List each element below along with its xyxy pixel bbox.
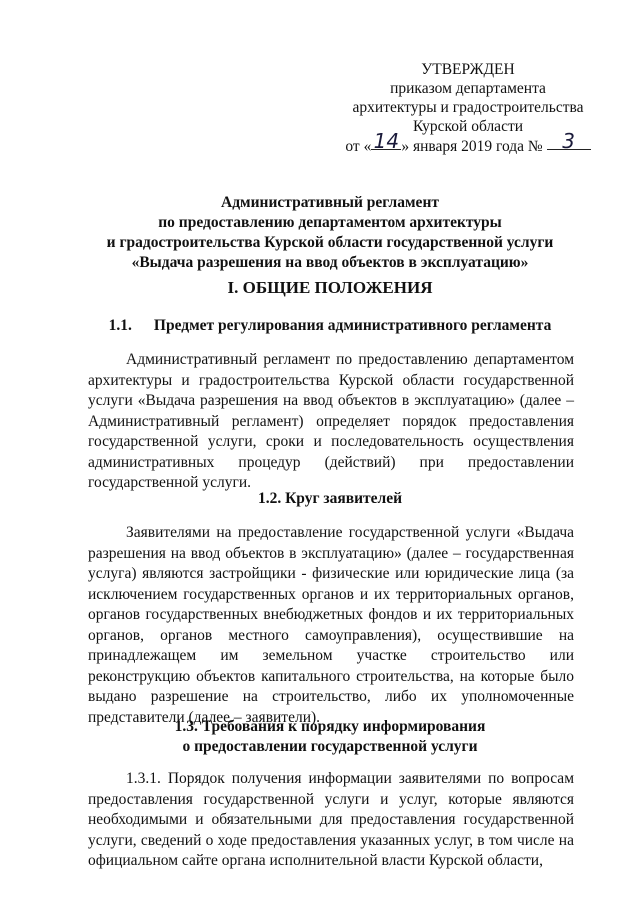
subsection-1-2-paragraph: Заявителями на предоставление государственной услуги «Выдача разрешения на ввод объектов в эксплуатацию» (далее – государственная услуга) являются застройщики - физические или юридические лица (за исключением государственных органов и их территориальных органов, органов государственных внебюджетных фондов и их территориальных органов, органов местного самоуправления), осуществившие на принадлежащем им земельном участке строительство или реконструкцию объектов капитального строительства, на которые было выдано разрешение на строительство, либо их уполномоченные представители (далее – заявители). bbox=[88, 524, 574, 726]
handwritten-day: 14 bbox=[371, 133, 401, 150]
document-title bbox=[40, 193, 620, 273]
title-line-3: и градостроительства Курской области государственной услуги bbox=[106, 234, 554, 251]
handwritten-order-number: 3 bbox=[547, 133, 591, 150]
title-line-4: «Выдача разрешения на ввод объектов в эксплуатацию» bbox=[131, 254, 529, 271]
title-line-2: по предоставлению департаментом архитектуры bbox=[158, 214, 502, 231]
subsection-1-1-paragraph: Административный регламент по предоставлению департаментом архитектуры и градостроительства Курской области государственной услуги «Выдача разрешения на ввод объектов в эксплуатацию» (далее – Административный регламент) определяет порядок предоставления государственной услуги, сроки и последовательность осуществления административных процедур (действий) при предоставлении государственной услуги. bbox=[88, 351, 574, 491]
approval-date-line bbox=[318, 129, 618, 156]
approval-line-3: Курской области bbox=[412, 118, 524, 135]
subsection-1-2-heading: 1.2. Круг заявителей bbox=[257, 490, 403, 507]
subsection-1-1-title: Предмет регулирования административного регламента bbox=[153, 317, 552, 334]
approval-stamp bbox=[318, 60, 618, 156]
subsection-1-3-heading bbox=[40, 717, 620, 757]
date-prefix: от « bbox=[345, 138, 372, 155]
approval-line-2: архитектуры и градостроительства bbox=[352, 99, 584, 116]
subsection-1-1-heading bbox=[40, 316, 620, 336]
subsection-1-3-paragraph: 1.3.1. Порядок получения информации заявителями по вопросам предоставления государственной услуги и услуг, которые являются необходимыми и обязательными для предоставления государственной услуги, сведений о ходе предоставления указанных услуг, в том числе на официальном сайте органа исполнительной власти Курской области, bbox=[88, 770, 574, 869]
subsection-1-1-number: 1.1. bbox=[108, 317, 132, 334]
section-title: I. ОБЩИЕ ПОЛОЖЕНИЯ bbox=[227, 278, 433, 297]
approval-line-1: приказом департамента bbox=[390, 80, 546, 97]
subsection-1-3-title-line-1: 1.3. Требования к порядку информирования bbox=[174, 718, 486, 735]
date-middle: » января 2019 года № bbox=[401, 138, 543, 155]
title-line-1: Административный регламент bbox=[221, 194, 439, 211]
subsection-1-3-title-line-2: о предоставлении государственной услуги bbox=[182, 738, 478, 755]
approval-heading: УТВЕРЖДЕН bbox=[421, 61, 515, 78]
